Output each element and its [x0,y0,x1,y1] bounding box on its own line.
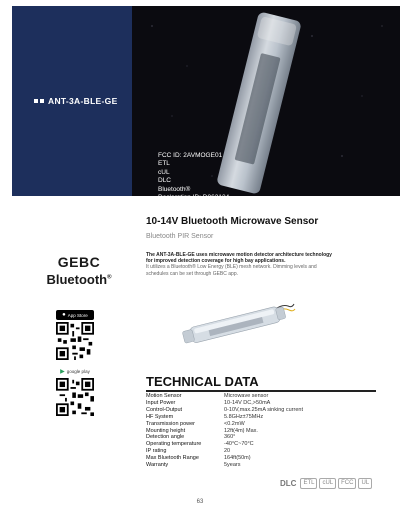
model-label [34,96,118,106]
bullet-square-icon [34,99,38,103]
technical-data-heading: TECHNICAL DATA [146,374,259,389]
table-row [146,455,376,462]
google-play-icon: ▶ [60,368,65,375]
table-row [146,441,376,448]
technical-data-table [146,393,376,469]
spec-label: Max Bluetooth Range [146,455,199,462]
cert-bluetooth: Bluetooth® [158,185,191,193]
brand-bluetooth-text: Bluetooth [46,272,108,287]
model-name: ANT-3A-BLE-GE [48,96,118,106]
spec-value: 20 [224,448,231,455]
spec-value: 5.8GHz±75MHz [224,413,264,420]
spec-label: Input Power [146,399,176,406]
ul-logo: UL [358,478,372,489]
spec-value: 164ft(50m) [224,455,251,462]
google-play-badge[interactable] [56,366,94,376]
cert-cul: cUL [158,168,170,176]
certification-logos [278,478,372,489]
cert-fcc: FCC ID: 2AVMOGE01 [158,152,223,159]
bullet-square-icon [40,99,44,103]
google-play-label: google play [66,368,90,374]
table-row [146,400,376,407]
product-description [146,252,336,277]
brand-name: GEBC [57,254,101,270]
spec-label: Transmission power [146,420,196,427]
table-row [146,414,376,421]
registered-mark: ® [107,274,112,281]
table-row [146,393,376,400]
spec-label: HF System [146,413,174,420]
product-photo [178,296,298,346]
app-store-label: App Store [67,312,88,318]
spec-value: 5years [224,462,241,469]
app-store-badge[interactable] [56,310,94,320]
brand-bluetooth [44,272,114,287]
spec-value: 360° [224,434,236,441]
table-row [146,462,376,469]
cert-dlc: DLC [158,177,172,185]
product-subtitle: Bluetooth PIR Sensor [146,233,214,240]
product-title: 10-14V Bluetooth Microwave Sensor [146,216,319,227]
spec-label: Control-Output [146,406,183,413]
fcc-logo: FCC [338,478,356,489]
app-store-qr-code[interactable] [56,322,94,360]
table-row [146,434,376,441]
spec-label: Motion Sensor [146,393,182,399]
dlc-logo: DLC [280,479,297,488]
spec-value: 12ft(4m) Max. [224,427,258,434]
google-play-qr-code[interactable] [56,378,94,416]
table-row [146,407,376,414]
page-number: 63 [196,499,204,505]
description-line-2: It utilizes a Bluetooth® Low Energy (BLE) mesh network. Dimming levels and schedules can be set through GEBC app. [146,264,317,277]
spec-value: 0-10V,max.25mA sinking current [224,406,303,413]
heading-rule [146,390,376,392]
certification-list [158,152,229,202]
etl-logo: ETL [300,478,317,489]
apple-icon: ● [62,312,66,318]
table-row [146,448,376,455]
cul-logo: cUL [319,478,336,489]
table-row [146,421,376,428]
spec-label: Operating temperature [146,441,202,448]
spec-value: Microwave sensor [224,393,269,399]
spec-value: 10-14V DC,>50mA [224,399,271,406]
spec-value: <0.2mW [224,420,245,427]
spec-label: Warranty [146,462,169,469]
hero-banner [12,6,400,202]
device-end-cap [257,16,297,46]
cert-declaration: Declaration ID: D062134 [158,194,230,202]
spec-label: IP rating [146,448,167,455]
spec-value: -40°C~70°C [224,441,254,448]
cert-etl: ETL [158,160,170,168]
spec-label: Detection angle [146,434,185,441]
spec-label: Mounting height [146,427,186,434]
table-row [146,428,376,435]
brand-logo [44,254,114,287]
description-line-1: The ANT-3A-BLE-GE uses microwave motion detector architecture technology for improved detection coverage for high bay applications. [146,252,332,265]
